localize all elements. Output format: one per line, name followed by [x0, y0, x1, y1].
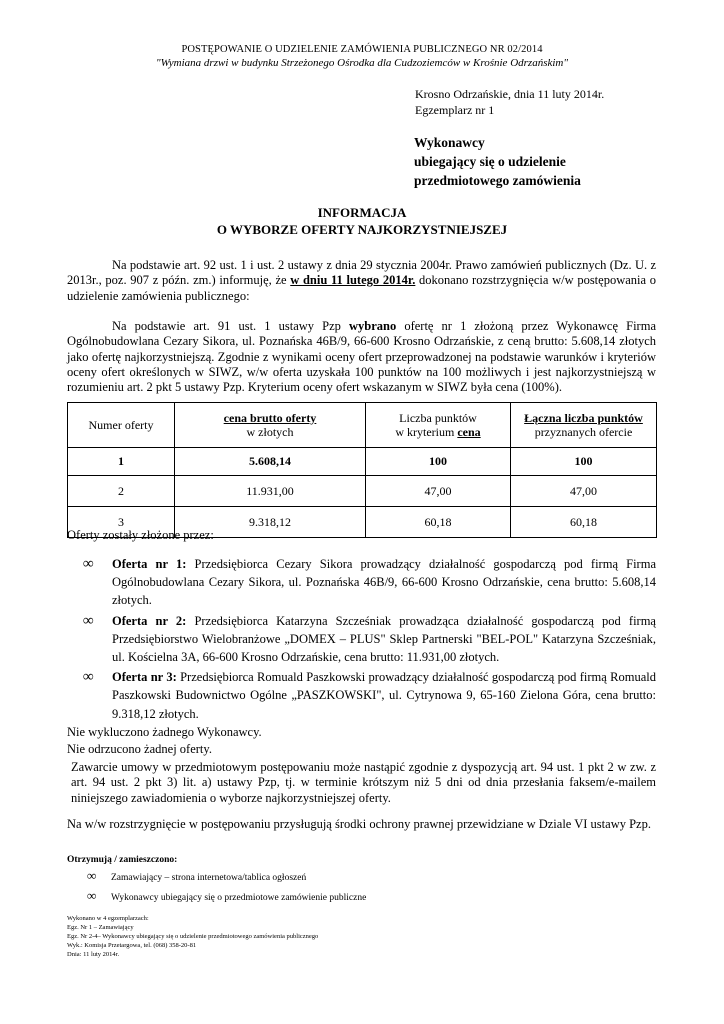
document-header-title: POSTĘPOWANIE O UDZIELENIE ZAMÓWIENIA PUBLICZNEGO NR 02/2014 — [181, 44, 543, 55]
contract-conclusion-paragraph: Zawarcie umowy w przedmiotowym postępowaniu może nastąpić zgodnie z dyspozycją art. 94 ust. 1 pkt 2 w zw. z art. 94 ust. 2 pkt 3) lit. a) ustawy Pzp, tj. w terminie krótszym niż 5 dni od dnia przesłania faksem/e-mailem niniejszego zawiadomienia o wyborze najkorzystniejszej oferty. — [71, 760, 656, 805]
no-rejection-note: Nie odrzucono żadnej oferty. — [67, 742, 212, 756]
table-row — [68, 448, 657, 476]
offer-label: Oferta nr 3: — [112, 670, 177, 685]
header-text: Łączna liczba punktów — [524, 411, 643, 425]
paragraph-text: dokonano rozstrzygnięcia w/w postępowania o udzielenie zamówienia publicznego: — [67, 273, 656, 303]
cell-points: 47,00 — [366, 476, 511, 507]
receiver-text: Zamawiający – strona internetowa/tablica ogłoszeń — [111, 873, 307, 883]
document-subtitle: O WYBORZE OFERTY NAJKORZYSTNIEJSZEJ — [216, 222, 508, 237]
paragraph-selection — [67, 319, 656, 395]
selected-word: wybrano — [348, 319, 397, 333]
recipient-block — [414, 133, 581, 190]
cell-price: 11.931,00 — [175, 476, 366, 507]
list-item — [83, 612, 656, 667]
footer-line: Wyk.: Komisja Przetargowa, tel. (068) 358-20-81 — [67, 942, 197, 949]
infinity-bullet-icon: ∞ — [83, 669, 94, 686]
legal-remedies-paragraph: Na w/w rozstrzygnięcie w postępowaniu przysługują środki ochrony prawnej przewidziane w Dziale VI ustawy Pzp. — [67, 817, 651, 831]
infinity-bullet-icon: ∞ — [87, 888, 97, 903]
paragraph-text: ofertę nr 1 złożoną przez Wykonawcę Firma Ogólnobudowlana Cezary Sikora, ul. Poznańska 46B/9, 66-600 Krosno Odrzańskie, z ceną brutto: 5.608,14 złotych jako ofertę najkorzystniejszą. Zgodnie z wynikami oceny ofert przeprowadzonej na podstawie warunków i kryteriów oceny ofert określonych w SIWZ, w/w oferta uzyskała 100 punktów na 100 możliwych i jest najkorzystniejszą w rozumieniu art. 2 pkt 5 ustawy Pzp. Kryterium oceny ofert wskazanym w SIWZ była cena (100%). — [67, 319, 656, 395]
footer-notes — [67, 914, 318, 959]
table-header-row — [68, 403, 657, 448]
place-date: Krosno Odrzańskie, dnia 11 luty 2014r. — [415, 87, 605, 101]
paragraph-legal-basis — [67, 258, 656, 304]
header-text: w złotych — [246, 425, 294, 439]
receiver-text: Wykonawcy ubiegający się o przedmiotowe zamówienie publiczne — [111, 893, 367, 903]
footer-line: Wykonano w 4 egzemplarzach: — [67, 915, 149, 922]
header-total-points — [511, 403, 657, 448]
recipient-line: Wykonawcy — [414, 135, 485, 150]
cell-offer-number: 1 — [68, 448, 175, 476]
header-text: cena — [457, 425, 481, 439]
offer-text: Przedsiębiorca Cezary Sikora prowadzący działalność gospodarczą pod firmą Firma Ogólnobudowlana Cezary Sikora, ul. Poznańska 46B/9, 66-600 Krosno Odrzańskie, cena brutto: 5.608,14 złotych. — [112, 557, 656, 608]
list-item — [87, 887, 366, 907]
cell-points: 100 — [366, 448, 511, 476]
paragraph-text: Na podstawie art. 92 ust. 1 i ust. 2 ustawy z dnia 29 stycznia 2004r. Prawo zamówień publicznych (Dz. U. z 2013r., poz. 907 z późn. zm.) informuję, że — [67, 258, 656, 288]
cell-total: 60,18 — [511, 507, 657, 538]
header-offer-number: Numer oferty — [68, 403, 175, 448]
header-text: Liczba punktów — [399, 411, 477, 425]
offer-label: Oferta nr 1: — [112, 557, 187, 571]
decision-date: w dniu 11 lutego 2014r. — [290, 273, 416, 288]
infinity-bullet-icon: ∞ — [83, 612, 94, 629]
footer-line: Egz. Nr 2-4– Wykonawcy ubiegający się o udzielenie przedmiotowego zamówienia publicznego — [67, 933, 319, 940]
cell-points: 60,18 — [366, 507, 511, 538]
results-table — [67, 402, 657, 538]
offer-label: Oferta nr 2: — [112, 613, 187, 628]
document-header-subject: "Wymiana drzwi w budynku Strzeżonego Ośrodka dla Cudzoziemców w Krośnie Odrzańskim" — [156, 57, 568, 69]
offers-list — [83, 555, 656, 723]
cell-total: 47,00 — [511, 476, 657, 507]
copy-number: Egzemplarz nr 1 — [415, 103, 495, 117]
list-item — [83, 555, 656, 610]
cell-offer-number: 3 — [68, 507, 175, 538]
header-text: cena brutto oferty — [223, 411, 317, 425]
offer-text: Przedsiębiorca Katarzyna Szcześniak prowadząca działalność gospodarczą pod firmą Przedsiębiorstwo Wielobranżowe „DOMEX – PLUS" Sklep Partnerski "BEL-POL" Katarzyna Szcześniak, ul. Kościelna 3A, 66-600 Krosno Odrzańskie, cena brutto: 11.931,00 złotych. — [112, 613, 656, 665]
infinity-bullet-icon: ∞ — [83, 556, 94, 572]
offers-intro: Oferty zostały złożone przez: — [67, 528, 214, 542]
header-points-price — [366, 403, 511, 448]
paragraph-text: Na podstawie art. 91 ust. 1 ustawy Pzp — [112, 319, 349, 333]
cell-total: 100 — [511, 448, 657, 476]
receivers-list — [87, 867, 366, 907]
no-exclusion-note: Nie wykluczono żadnego Wykonawcy. — [67, 725, 262, 739]
offer-text: Przedsiębiorca Romuald Paszkowski prowadzący działalność gospodarczą pod firmą Romuald Paszkowski Budownictwo Ogólne „PASZKOWSKI", ul. Cytrynowa 9, 65-160 Zielona Góra, cena brutto: 9.318,12 złotych. — [112, 670, 656, 721]
document-title: INFORMACJA — [317, 205, 407, 220]
infinity-bullet-icon: ∞ — [87, 868, 97, 883]
receivers-title: Otrzymują / zamieszczono: — [67, 855, 178, 865]
cell-price: 5.608,14 — [175, 448, 366, 476]
recipient-line: ubiegający się o udzielenie — [414, 154, 566, 169]
cell-offer-number: 2 — [68, 476, 175, 507]
list-item — [87, 867, 366, 887]
footer-line: Egz. Nr 1 – Zamawiający — [67, 924, 134, 931]
header-text: przyznanych ofercie — [534, 425, 633, 439]
table-row — [68, 476, 657, 507]
recipient-line: przedmiotowego zamówienia — [414, 173, 581, 188]
header-text: w kryterium — [395, 425, 458, 439]
header-gross-price — [175, 403, 366, 448]
footer-line: Dnia: 11 luty 2014r. — [67, 951, 120, 958]
list-item — [83, 668, 656, 723]
cell-price: 9.318,12 — [175, 507, 366, 538]
